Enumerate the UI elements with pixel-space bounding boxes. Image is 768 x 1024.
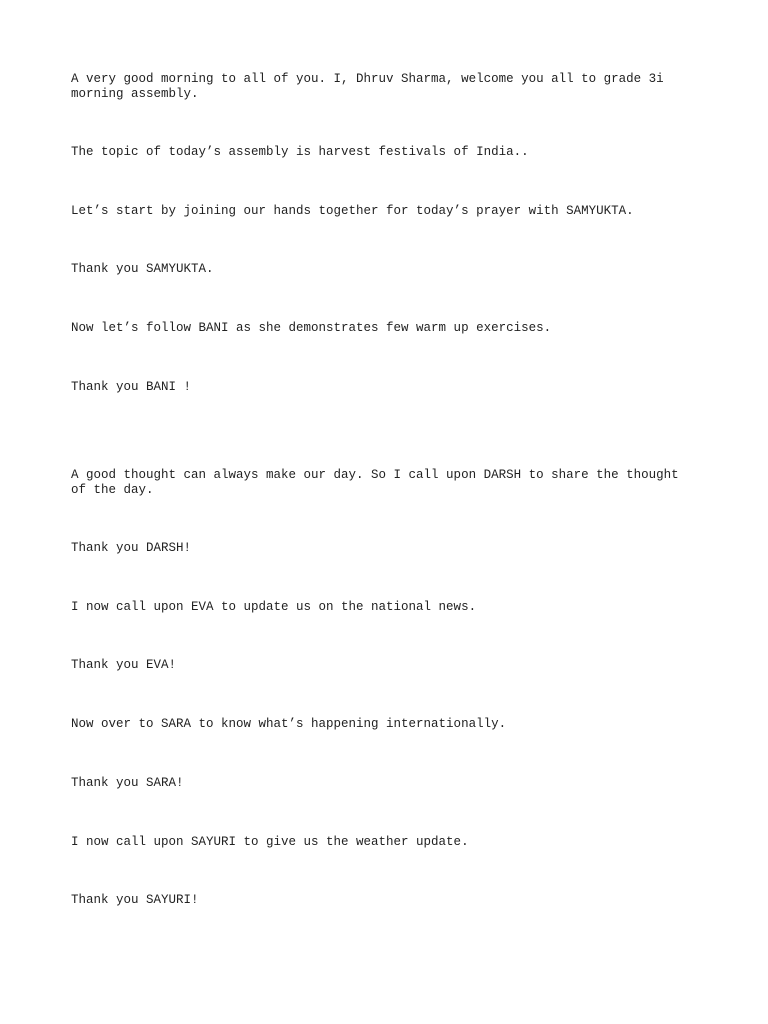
paragraph-welcome: A very good morning to all of you. I, Dhruv Sharma, welcome you all to grade 3i morning assembly.	[71, 72, 664, 101]
paragraph-national-news-intro: I now call upon EVA to update us on the national news.	[71, 600, 477, 614]
paragraph-topic: The topic of today’s assembly is harvest festivals of India..	[71, 145, 529, 159]
paragraph-thanks-sayuri: Thank you SAYURI!	[71, 893, 199, 907]
paragraph-thanks-samyukta: Thank you SAMYUKTA.	[71, 262, 214, 276]
paragraph-warmup-intro: Now let’s follow BANI as she demonstrates few warm up exercises.	[71, 321, 552, 335]
paragraph-thanks-sara: Thank you SARA!	[71, 776, 184, 790]
paragraph-thanks-darsh: Thank you DARSH!	[71, 541, 192, 555]
paragraph-weather-intro: I now call upon SAYURI to give us the weather update.	[71, 835, 469, 849]
paragraph-thanks-bani: Thank you BANI !	[71, 380, 192, 394]
paragraph-international-intro: Now over to SARA to know what’s happening internationally.	[71, 717, 507, 731]
paragraph-prayer-intro: Let’s start by joining our hands together for today’s prayer with SAMYUKTA.	[71, 204, 634, 218]
paragraph-thought-intro: A good thought can always make our day. So I call upon DARSH to share the thought of the day.	[71, 468, 679, 497]
paragraph-thanks-eva: Thank you EVA!	[71, 658, 177, 672]
